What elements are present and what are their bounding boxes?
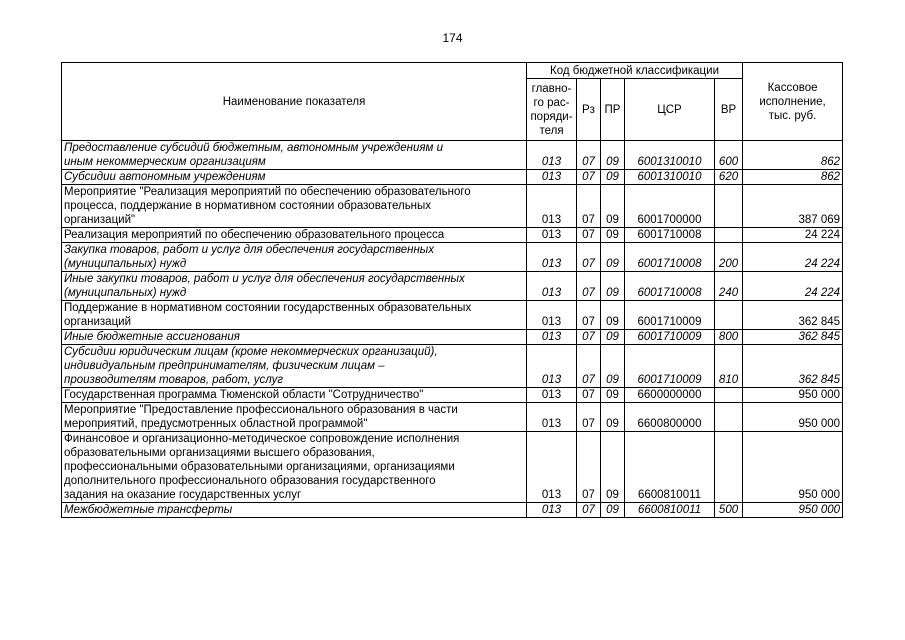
row-pr: 09 [601,170,625,185]
row-rz: 07 [577,403,601,432]
table-row [62,432,843,503]
row-name-line: Финансовое и организационно-методическое сопровождение исполнения [64,433,460,445]
row-rz: 07 [577,345,601,388]
row-vr [715,185,743,228]
row-glav: 013 [527,503,577,518]
row-name-line: Мероприятие "Предоставление профессионального образования в части [64,404,458,416]
table-row [62,141,843,170]
row-name-line: профессиональными образовательными организациями, организациями [64,461,455,473]
table-row [62,403,843,432]
page-number: 174 [442,31,463,45]
row-glav: 013 [527,272,577,301]
row-name-line: Иные бюджетные ассигнования [64,331,240,343]
row-glav: 013 [527,228,577,243]
table-row [62,345,843,388]
row-name [62,403,527,432]
header-glav: главно- го рас- поряди- теля [527,79,577,141]
row-name-line: Предоставление субсидий бюджетным, автономным учреждениям и [64,142,444,154]
row-rz: 07 [577,330,601,345]
row-name [62,228,527,243]
row-vr [715,228,743,243]
row-name [62,170,527,185]
table-row [62,388,843,403]
row-rz: 07 [577,141,601,170]
row-rz: 07 [577,243,601,272]
row-csr: 6001710009 [625,330,715,345]
row-glav: 013 [527,141,577,170]
header-csr: ЦСР [625,79,715,141]
row-csr: 6600000000 [625,388,715,403]
row-rz: 07 [577,432,601,503]
row-name [62,330,527,345]
row-glav: 013 [527,170,577,185]
row-glav: 013 [527,345,577,388]
row-rz: 07 [577,388,601,403]
row-vr [715,432,743,503]
header-vr: ВР [715,79,743,141]
row-csr: 6600810011 [625,432,715,503]
row-amount: 362 845 [743,301,843,330]
row-amount: 950 000 [743,432,843,503]
row-rz: 07 [577,228,601,243]
row-csr: 6600800000 [625,403,715,432]
row-name-line: дополнительного профессионального образования государственного [64,475,436,487]
row-name-line: (муниципальных) нужд [64,287,187,299]
row-csr: 6001700000 [625,185,715,228]
row-name-line: Мероприятие "Реализация мероприятий по обеспечению образовательного [64,186,471,198]
row-name [62,243,527,272]
row-pr: 09 [601,272,625,301]
row-glav: 013 [527,403,577,432]
row-amount: 24 224 [743,228,843,243]
row-csr: 6001710008 [625,272,715,301]
row-name-line: Межбюджетные трансферты [64,504,233,516]
row-amount: 950 000 [743,388,843,403]
row-name-line: образовательными организациями высшего образования, [64,447,375,459]
row-glav: 013 [527,388,577,403]
row-name-line: процесса, поддержание в нормативном состоянии образовательных [64,200,432,212]
table-body [62,141,843,518]
row-csr: 6001710009 [625,345,715,388]
row-pr: 09 [601,403,625,432]
row-name [62,503,527,518]
table-row [62,185,843,228]
row-name-line: Иные закупки товаров, работ и услуг для обеспечения государственных [64,273,465,285]
row-pr: 09 [601,388,625,403]
row-name-line: организаций [64,316,132,328]
row-amount: 862 [743,170,843,185]
table-row [62,301,843,330]
row-csr: 6001310010 [625,170,715,185]
row-vr: 800 [715,330,743,345]
row-name [62,185,527,228]
row-vr [715,403,743,432]
row-name [62,432,527,503]
table-row [62,228,843,243]
table-row [62,272,843,301]
row-csr: 6001710008 [625,243,715,272]
table-row [62,503,843,518]
row-glav: 013 [527,243,577,272]
row-rz: 07 [577,272,601,301]
row-pr: 09 [601,345,625,388]
row-name-line: Субсидии юридическим лицам (кроме некоммерческих организаций), [64,346,438,358]
row-csr: 6001710009 [625,301,715,330]
row-name [62,272,527,301]
row-name-line: Субсидии автономным учреждениям [64,171,266,183]
row-glav: 013 [527,330,577,345]
row-amount: 950 000 [743,403,843,432]
header-amount: Кассовое исполнение, тыс. руб. [743,63,843,141]
table-row [62,170,843,185]
budget-table [61,62,843,518]
row-amount: 362 845 [743,330,843,345]
row-vr: 240 [715,272,743,301]
row-amount: 24 224 [743,243,843,272]
row-rz: 07 [577,503,601,518]
row-pr: 09 [601,503,625,518]
row-pr: 09 [601,228,625,243]
row-glav: 013 [527,185,577,228]
row-name [62,301,527,330]
row-amount: 24 224 [743,272,843,301]
row-pr: 09 [601,243,625,272]
row-vr [715,388,743,403]
row-amount: 950 000 [743,503,843,518]
row-rz: 07 [577,301,601,330]
row-vr: 620 [715,170,743,185]
row-name-line: Реализация мероприятий по обеспечению образовательного процесса [64,229,445,241]
row-pr: 09 [601,185,625,228]
row-amount: 362 845 [743,345,843,388]
row-vr: 600 [715,141,743,170]
row-pr: 09 [601,432,625,503]
header-rz: Рз [577,79,601,141]
row-name-line: Закупка товаров, работ и услуг для обеспечения государственных [64,244,435,256]
header-name: Наименование показателя [62,63,527,141]
row-csr: 6600810011 [625,503,715,518]
row-name [62,388,527,403]
row-name [62,141,527,170]
row-name [62,345,527,388]
row-vr [715,301,743,330]
row-rz: 07 [577,185,601,228]
row-name-line: индивидуальным предпринимателям, физическим лицам – [64,360,385,372]
row-name-line: Государственная программа Тюменской области "Сотрудничество" [64,389,424,401]
row-vr: 200 [715,243,743,272]
row-name-line: мероприятий, предусмотренных областной программой" [64,418,368,430]
row-vr: 810 [715,345,743,388]
row-amount: 862 [743,141,843,170]
row-name-line: иным некоммерческим организациям [64,156,266,168]
table-row [62,330,843,345]
row-pr: 09 [601,141,625,170]
header-code-group: Код бюджетной классификации [527,63,743,79]
row-csr: 6001310010 [625,141,715,170]
row-glav: 013 [527,432,577,503]
row-name-line: производителям товаров, работ, услуг [64,374,284,386]
row-name-line: (муниципальных) нужд [64,258,187,270]
row-name-line: задания на оказание государственных услуг [64,489,302,501]
row-glav: 013 [527,301,577,330]
row-name-line: организаций" [64,214,136,226]
row-name-line: Поддержание в нормативном состоянии государственных образовательных [64,302,472,314]
row-pr: 09 [601,301,625,330]
row-csr: 6001710008 [625,228,715,243]
row-rz: 07 [577,170,601,185]
row-pr: 09 [601,330,625,345]
header-pr: ПР [601,79,625,141]
row-amount: 387 069 [743,185,843,228]
table-row [62,243,843,272]
row-vr: 500 [715,503,743,518]
